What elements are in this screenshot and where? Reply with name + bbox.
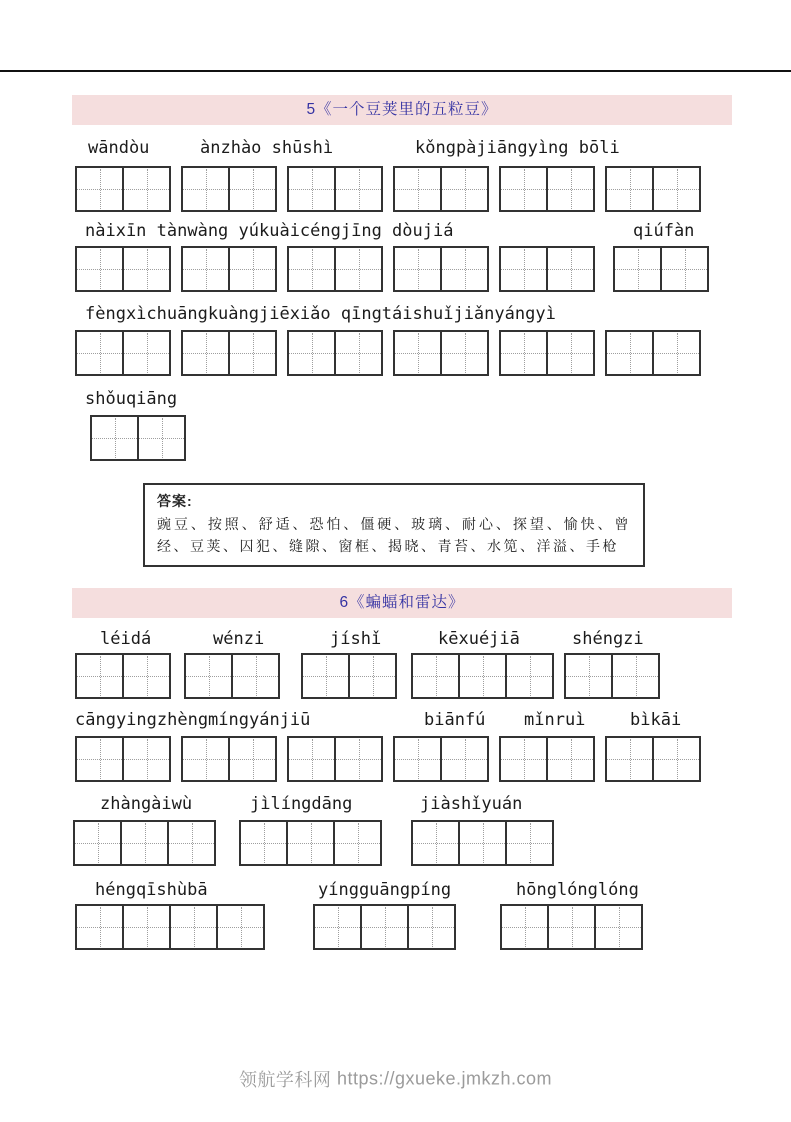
writing-grid (499, 330, 595, 376)
cell-center-horizontal-guide (395, 189, 440, 190)
pinyin-label: léidá (100, 629, 152, 649)
cell-center-horizontal-guide (395, 759, 440, 760)
pinyin-label: yíngguāngpíng (318, 880, 452, 900)
cell-center-horizontal-guide (460, 676, 505, 677)
section-title: 6《蝙蝠和雷达》 (72, 588, 732, 618)
cell-center-horizontal-guide (124, 189, 169, 190)
pinyin-label: kǒngpàjiāngyìng bōli (415, 138, 620, 158)
grid-cell (122, 655, 169, 697)
grid-cell (183, 168, 228, 210)
grid-cell (334, 168, 381, 210)
cell-center-horizontal-guide (169, 843, 214, 844)
cell-center-horizontal-guide (186, 676, 231, 677)
grid-cell (334, 738, 381, 780)
pinyin-label: jìlíngdāng (250, 794, 353, 814)
grid-cell (333, 822, 380, 864)
pinyin-label: fèngxìchuāngkuàngjiēxiǎo qīngtáishuǐjiǎnyángyì (85, 304, 556, 324)
pinyin-label: wāndòu (88, 138, 150, 158)
cell-center-horizontal-guide (289, 269, 334, 270)
writing-grid (393, 166, 489, 212)
cell-center-horizontal-guide (336, 189, 381, 190)
cell-center-horizontal-guide (77, 676, 122, 677)
writing-grid (181, 330, 277, 376)
cell-center-horizontal-guide (77, 759, 122, 760)
cell-center-horizontal-guide (233, 676, 278, 677)
pinyin-label: mǐnruì (524, 710, 586, 730)
cell-center-horizontal-guide (315, 927, 360, 928)
grid-cell (395, 332, 440, 374)
grid-cell (77, 738, 122, 780)
grid-cell (286, 822, 333, 864)
grid-cell (607, 168, 652, 210)
grid-cell (77, 248, 122, 290)
top-rule (0, 70, 791, 72)
cell-center-horizontal-guide (336, 759, 381, 760)
cell-center-horizontal-guide (336, 353, 381, 354)
cell-center-horizontal-guide (124, 353, 169, 354)
cell-center-horizontal-guide (124, 676, 169, 677)
cell-center-horizontal-guide (183, 269, 228, 270)
grid-cell (122, 168, 169, 210)
writing-grid (613, 246, 709, 292)
grid-cell (611, 655, 658, 697)
writing-grid (73, 820, 216, 866)
pinyin-label: jíshǐ (330, 629, 382, 649)
cell-center-horizontal-guide (303, 676, 348, 677)
writing-grid (75, 330, 171, 376)
grid-cell (77, 332, 122, 374)
pinyin-label: ànzhào shūshì (200, 138, 334, 158)
grid-cell (228, 168, 275, 210)
cell-center-horizontal-guide (548, 269, 593, 270)
cell-center-horizontal-guide (501, 269, 546, 270)
cell-center-horizontal-guide (230, 759, 275, 760)
cell-center-horizontal-guide (548, 189, 593, 190)
writing-grid (181, 736, 277, 782)
pinyin-label: kēxuéjiā (438, 629, 520, 649)
grid-cell (137, 417, 184, 459)
grid-cell (92, 417, 137, 459)
grid-cell (615, 248, 660, 290)
writing-grid (564, 653, 660, 699)
cell-center-horizontal-guide (442, 269, 487, 270)
cell-center-horizontal-guide (442, 189, 487, 190)
grid-cell (395, 738, 440, 780)
grid-cell (502, 906, 547, 948)
writing-grid (239, 820, 382, 866)
cell-center-horizontal-guide (596, 927, 641, 928)
cell-center-horizontal-guide (289, 759, 334, 760)
grid-cell (652, 168, 699, 210)
cell-center-horizontal-guide (336, 269, 381, 270)
grid-cell (395, 168, 440, 210)
cell-center-horizontal-guide (548, 353, 593, 354)
writing-grid (393, 246, 489, 292)
grid-cell (122, 332, 169, 374)
writing-grid (287, 736, 383, 782)
grid-cell (231, 655, 278, 697)
writing-grid (75, 904, 265, 950)
cell-center-horizontal-guide (230, 189, 275, 190)
writing-grid (181, 166, 277, 212)
cell-center-horizontal-guide (77, 927, 122, 928)
pinyin-label: bìkāi (630, 710, 682, 730)
cell-center-horizontal-guide (607, 353, 652, 354)
grid-cell (501, 168, 546, 210)
writing-grid (75, 166, 171, 212)
cell-center-horizontal-guide (662, 269, 707, 270)
grid-cell (566, 655, 611, 697)
cell-center-horizontal-guide (460, 843, 505, 844)
grid-cell (413, 655, 458, 697)
grid-cell (440, 332, 487, 374)
cell-center-horizontal-guide (124, 927, 169, 928)
grid-cell (440, 248, 487, 290)
cell-center-horizontal-guide (77, 189, 122, 190)
grid-cell (458, 822, 505, 864)
cell-center-horizontal-guide (501, 353, 546, 354)
grid-cell (186, 655, 231, 697)
grid-cell (348, 655, 395, 697)
grid-cell (505, 655, 552, 697)
cell-center-horizontal-guide (413, 843, 458, 844)
cell-center-horizontal-guide (77, 353, 122, 354)
cell-center-horizontal-guide (124, 269, 169, 270)
cell-center-horizontal-guide (548, 759, 593, 760)
grid-cell (228, 332, 275, 374)
grid-cell (183, 738, 228, 780)
cell-center-horizontal-guide (566, 676, 611, 677)
grid-cell (315, 906, 360, 948)
writing-grid (393, 330, 489, 376)
grid-cell (303, 655, 348, 697)
grid-cell (594, 906, 641, 948)
writing-grid (181, 246, 277, 292)
cell-center-horizontal-guide (502, 927, 547, 928)
cell-center-horizontal-guide (77, 269, 122, 270)
cell-center-horizontal-guide (507, 843, 552, 844)
cell-center-horizontal-guide (124, 759, 169, 760)
writing-grid (313, 904, 456, 950)
writing-grid (75, 736, 171, 782)
grid-cell (660, 248, 707, 290)
grid-cell (360, 906, 407, 948)
grid-cell (440, 168, 487, 210)
writing-grid (499, 246, 595, 292)
grid-cell (501, 248, 546, 290)
cell-center-horizontal-guide (507, 676, 552, 677)
cell-center-horizontal-guide (549, 927, 594, 928)
cell-center-horizontal-guide (241, 843, 286, 844)
answer-box (143, 483, 645, 567)
grid-cell (334, 332, 381, 374)
cell-center-horizontal-guide (395, 353, 440, 354)
cell-center-horizontal-guide (335, 843, 380, 844)
pinyin-label: wénzi (213, 629, 265, 649)
grid-cell (183, 332, 228, 374)
pinyin-label: qiúfàn (633, 221, 695, 241)
pinyin-label: hōnglónglóng (516, 880, 639, 900)
writing-grid (393, 736, 489, 782)
pinyin-label: nàixīn tànwàng yúkuàicéngjīng dòujiá (85, 221, 454, 241)
cell-center-horizontal-guide (350, 676, 395, 677)
cell-center-horizontal-guide (230, 353, 275, 354)
footer-site-name: 领航学科网 (238, 1070, 337, 1090)
grid-cell (546, 248, 593, 290)
grid-cell (77, 906, 122, 948)
grid-cell (228, 738, 275, 780)
grid-cell (183, 248, 228, 290)
writing-grid (605, 330, 701, 376)
cell-center-horizontal-guide (289, 189, 334, 190)
grid-cell (334, 248, 381, 290)
cell-center-horizontal-guide (501, 189, 546, 190)
grid-cell (547, 906, 594, 948)
grid-cell (122, 248, 169, 290)
writing-grid (499, 736, 595, 782)
writing-grid (605, 736, 701, 782)
writing-grid (301, 653, 397, 699)
pinyin-label: shǒuqiāng (85, 389, 178, 409)
grid-cell (546, 332, 593, 374)
grid-cell (607, 738, 652, 780)
cell-center-horizontal-guide (613, 676, 658, 677)
cell-center-horizontal-guide (607, 189, 652, 190)
grid-cell (289, 332, 334, 374)
grid-cell (77, 655, 122, 697)
cell-center-horizontal-guide (413, 676, 458, 677)
grid-cell (501, 738, 546, 780)
grid-cell (122, 738, 169, 780)
grid-cell (169, 906, 216, 948)
pinyin-label: cāngyingzhèngmíngyánjiū (75, 710, 311, 730)
grid-cell (395, 248, 440, 290)
grid-cell (505, 822, 552, 864)
footer (0, 1066, 791, 1092)
grid-cell (407, 906, 454, 948)
pinyin-label: héngqīshùbā (95, 880, 208, 900)
writing-grid (287, 166, 383, 212)
cell-center-horizontal-guide (395, 269, 440, 270)
cell-center-horizontal-guide (75, 843, 120, 844)
grid-cell (122, 906, 169, 948)
writing-grid (287, 246, 383, 292)
grid-cell (289, 168, 334, 210)
grid-cell (120, 822, 167, 864)
writing-grid (605, 166, 701, 212)
writing-grid (287, 330, 383, 376)
pinyin-label: shéngzi (572, 629, 644, 649)
writing-grid (75, 246, 171, 292)
cell-center-horizontal-guide (442, 759, 487, 760)
cell-center-horizontal-guide (183, 189, 228, 190)
cell-center-horizontal-guide (230, 269, 275, 270)
cell-center-horizontal-guide (122, 843, 167, 844)
cell-center-horizontal-guide (171, 927, 216, 928)
grid-cell (216, 906, 263, 948)
cell-center-horizontal-guide (289, 353, 334, 354)
pinyin-label: jiàshǐyuán (420, 794, 523, 814)
cell-center-horizontal-guide (218, 927, 263, 928)
grid-cell (167, 822, 214, 864)
cell-center-horizontal-guide (409, 927, 454, 928)
answer-label: 答案: (157, 493, 193, 509)
cell-center-horizontal-guide (92, 438, 137, 439)
writing-grid (75, 653, 171, 699)
section-title: 5《一个豆荚里的五粒豆》 (72, 95, 732, 125)
grid-cell (652, 332, 699, 374)
grid-cell (241, 822, 286, 864)
writing-grid (184, 653, 280, 699)
cell-center-horizontal-guide (654, 189, 699, 190)
cell-center-horizontal-guide (183, 353, 228, 354)
grid-cell (413, 822, 458, 864)
writing-grid (411, 653, 554, 699)
grid-cell (75, 822, 120, 864)
cell-center-horizontal-guide (501, 759, 546, 760)
cell-center-horizontal-guide (615, 269, 660, 270)
grid-cell (289, 248, 334, 290)
grid-cell (77, 168, 122, 210)
footer-url: https://gxueke.jmkzh.com (336, 1068, 553, 1089)
cell-center-horizontal-guide (139, 438, 184, 439)
writing-grid (499, 166, 595, 212)
grid-cell (546, 168, 593, 210)
answer-text: 豌豆、按照、舒适、恐怕、僵硬、玻璃、耐心、探望、愉快、曾经、豆荚、囚犯、缝隙、窗框、揭晓、青苔、水笕、洋溢、手枪 (157, 516, 631, 554)
grid-cell (289, 738, 334, 780)
cell-center-horizontal-guide (442, 353, 487, 354)
grid-cell (546, 738, 593, 780)
grid-cell (228, 248, 275, 290)
grid-cell (458, 655, 505, 697)
cell-center-horizontal-guide (654, 759, 699, 760)
pinyin-label: biānfú (424, 710, 486, 730)
cell-center-horizontal-guide (654, 353, 699, 354)
grid-cell (607, 332, 652, 374)
grid-cell (652, 738, 699, 780)
cell-center-horizontal-guide (607, 759, 652, 760)
pinyin-label: zhàngàiwù (100, 794, 193, 814)
writing-grid (411, 820, 554, 866)
grid-cell (440, 738, 487, 780)
grid-cell (501, 332, 546, 374)
cell-center-horizontal-guide (183, 759, 228, 760)
cell-center-horizontal-guide (362, 927, 407, 928)
cell-center-horizontal-guide (288, 843, 333, 844)
writing-grid (500, 904, 643, 950)
writing-grid (90, 415, 186, 461)
